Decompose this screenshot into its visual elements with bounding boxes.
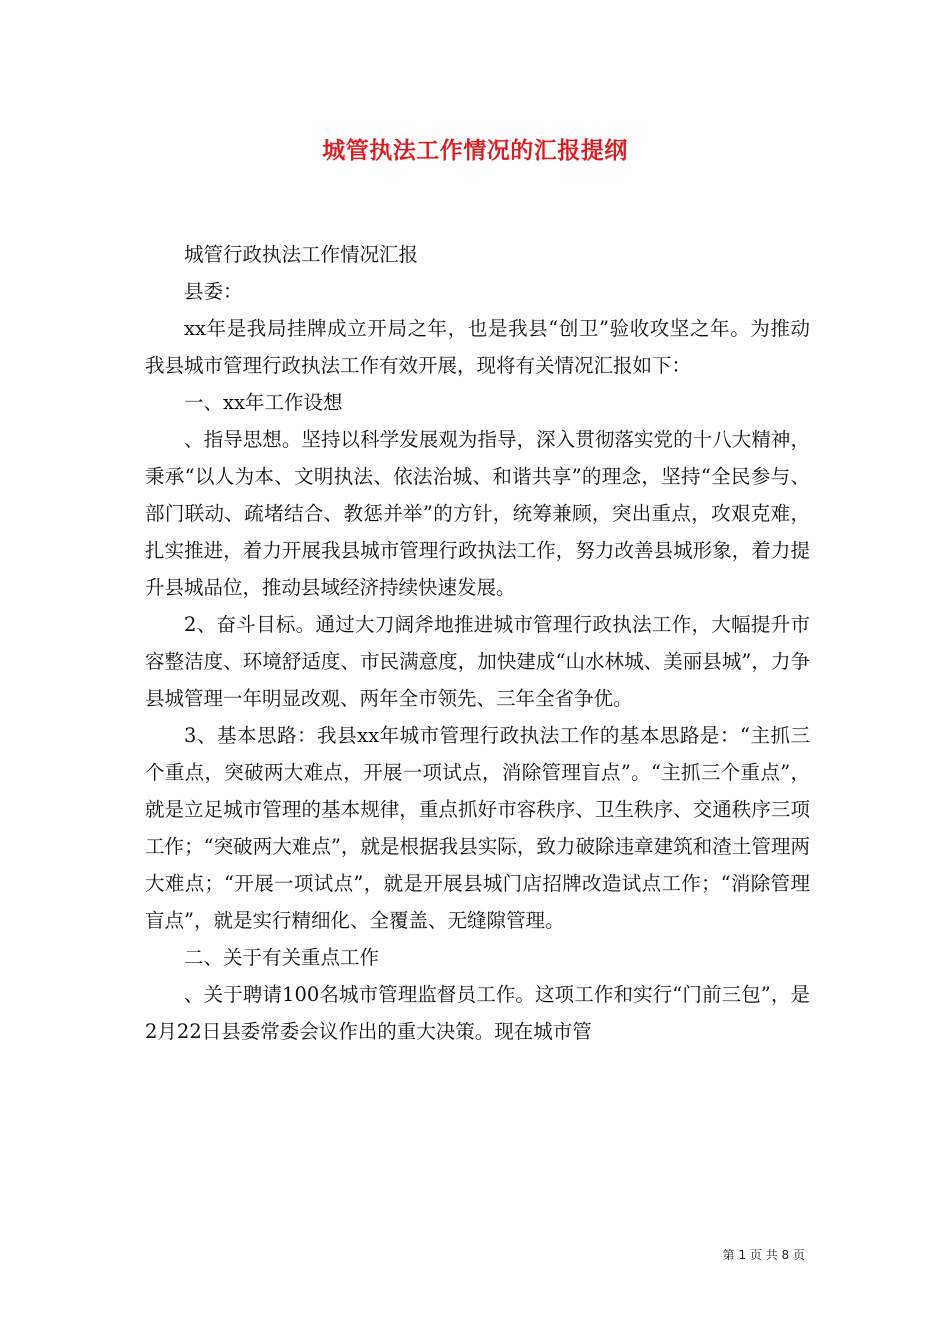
paragraph: 2、奋斗目标。通过大刀阔斧地推进城市管理行政执法工作，大幅提升市容整洁度、环境舒适度、市民满意度，加快建成“山水林城、美丽县城”，力争县城管理一年明显改观、两年全市领先、三年全省争优。 bbox=[145, 613, 810, 710]
paragraph: 县委： bbox=[184, 280, 243, 303]
paragraph: 一、xx年工作设想 bbox=[184, 391, 343, 414]
paragraph: 城管行政执法工作情况汇报 bbox=[184, 243, 419, 266]
paragraph: 、关于聘请100名城市管理监督员工作。这项工作和实行“门前三包”，是2月22日县委常委会议作出的重大决策。现在城市管 bbox=[145, 983, 810, 1043]
paragraph: 、指导思想。坚持以科学发展观为指导，深入贯彻落实党的十八大精神，秉承“以人为本、文明执法、依法治城、和谐共享”的理念，坚持“全民参与、部门联动、疏堵结合、教惩并举”的方针，统筹兼顾，突出重点，攻艰克难，扎实推进，着力开展我县城市管理行政执法工作，努力改善县城形象，着力提升县城品位，推动县域经济持续快速发展。 bbox=[145, 428, 810, 599]
paragraph: 3、基本思路：我县xx年城市管理行政执法工作的基本思路是：“主抓三个重点，突破两大难点，开展一项试点，消除管理盲点”。“主抓三个重点”，就是立足城市管理的基本规律，重点抓好市容秩序、卫生秩序、交通秩序三项工作；“突破两大难点”，就是根据我县实际，致力破除违章建筑和渣土管理两大难点；“开展一项试点”，就是开展县城门店招牌改造试点工作；“消除管理盲点”，就是实行精细化、全覆盖、无缝隙管理。 bbox=[145, 724, 810, 932]
page-number: 第 1 页 共 8 页 bbox=[722, 1248, 805, 1262]
paragraph: xx年是我局挂牌成立开局之年，也是我县“创卫”验收攻坚之年。为推动我县城市管理行政执法工作有效开展，现将有关情况汇报如下： bbox=[145, 317, 810, 377]
paragraph: 二、关于有关重点工作 bbox=[184, 946, 380, 969]
document-title: 城管执法工作情况的汇报提纲 bbox=[322, 137, 628, 164]
document-body bbox=[145, 236, 810, 1050]
